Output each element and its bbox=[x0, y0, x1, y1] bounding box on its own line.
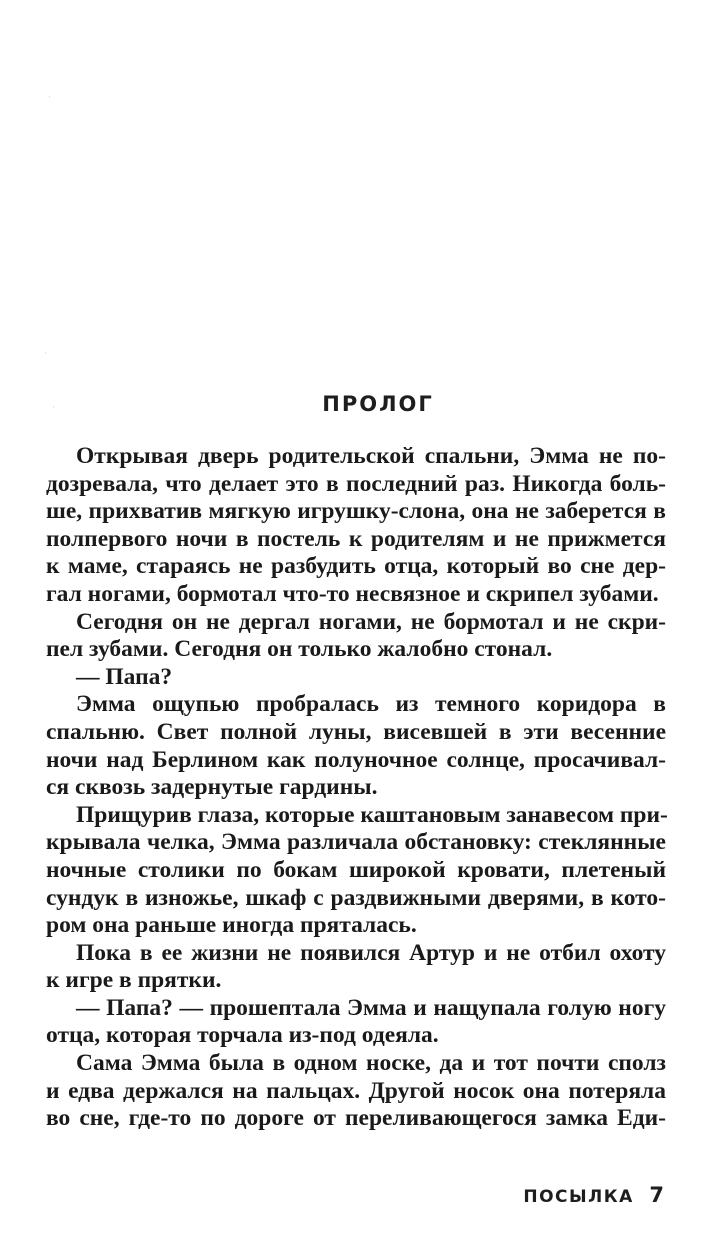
page-number: 7 bbox=[649, 1183, 664, 1207]
text-line: гал ногами, бормотал что-то несвязное и скрипел зубами. bbox=[46, 580, 659, 607]
text-line: Пока в ее жизни не появился Артур и не отбил охоту bbox=[76, 939, 666, 966]
text-line: Открывая дверь родительской спальни, Эмма не по- bbox=[76, 443, 666, 469]
text-line: сундук в изножье, шкаф с раздвижными дверями, в кото- bbox=[46, 884, 666, 911]
page-footer bbox=[523, 1183, 664, 1207]
text-line: ночи над Берлином как полуночное солнце, просачивал- bbox=[46, 746, 666, 773]
text-line: крывала челка, Эмма различала обстановку: стеклянные bbox=[46, 829, 666, 856]
text-line: к игре в прятки. bbox=[46, 967, 222, 994]
paper-speck: · bbox=[48, 92, 51, 102]
text-line: ром она раньше иногда пряталась. bbox=[46, 912, 417, 939]
paper-speck: · bbox=[44, 348, 47, 358]
text-line: к маме, стараясь не разбудить отца, который во сне дер- bbox=[46, 553, 666, 580]
text-line: дозревала, что делает это в последний раз. Никогда боль- bbox=[46, 470, 666, 497]
text-line: ночные столики по бокам широкой кровати, плетеный bbox=[46, 856, 666, 883]
text-line: полпервого ночи в постель к родителям и не прижмется bbox=[46, 525, 666, 552]
text-line: во сне, где-то по дороге от переливающегося замка Еди- bbox=[46, 1105, 666, 1132]
chapter-body-text bbox=[46, 443, 666, 1133]
text-line: — Папа? bbox=[76, 663, 173, 690]
paper-speck: · bbox=[52, 402, 55, 412]
text-line: — Папа? — прошептала Эмма и нащупала голую ногу bbox=[76, 994, 666, 1021]
text-line: спальню. Свет полной луны, висевшей в эти весенние bbox=[46, 718, 666, 745]
text-line: отца, которая торчала из-под одеяла. bbox=[46, 1022, 439, 1049]
text-line: Сама Эмма была в одном носке, да и тот почти сполз bbox=[76, 1050, 666, 1077]
text-line: Эмма ощупью пробралась из темного коридора в bbox=[76, 691, 666, 718]
text-line: Прищурив глаза, которые каштановым занавесом при- bbox=[76, 801, 668, 828]
chapter-title: ПРОЛОГ bbox=[322, 392, 434, 416]
text-line: ше, прихватив мягкую игрушку-слона, она не заберется в bbox=[46, 498, 666, 525]
footer-book-title: ПОСЫЛКА bbox=[523, 1187, 634, 1207]
text-line: пел зубами. Сегодня он только жалобно стонал. bbox=[46, 636, 553, 663]
text-line: Сегодня он не дергал ногами, не бормотал и не скри- bbox=[76, 608, 666, 635]
text-line: и едва держался на пальцах. Другой носок она потеряла bbox=[46, 1077, 666, 1104]
text-line: ся сквозь задернутые гардины. bbox=[46, 774, 378, 801]
